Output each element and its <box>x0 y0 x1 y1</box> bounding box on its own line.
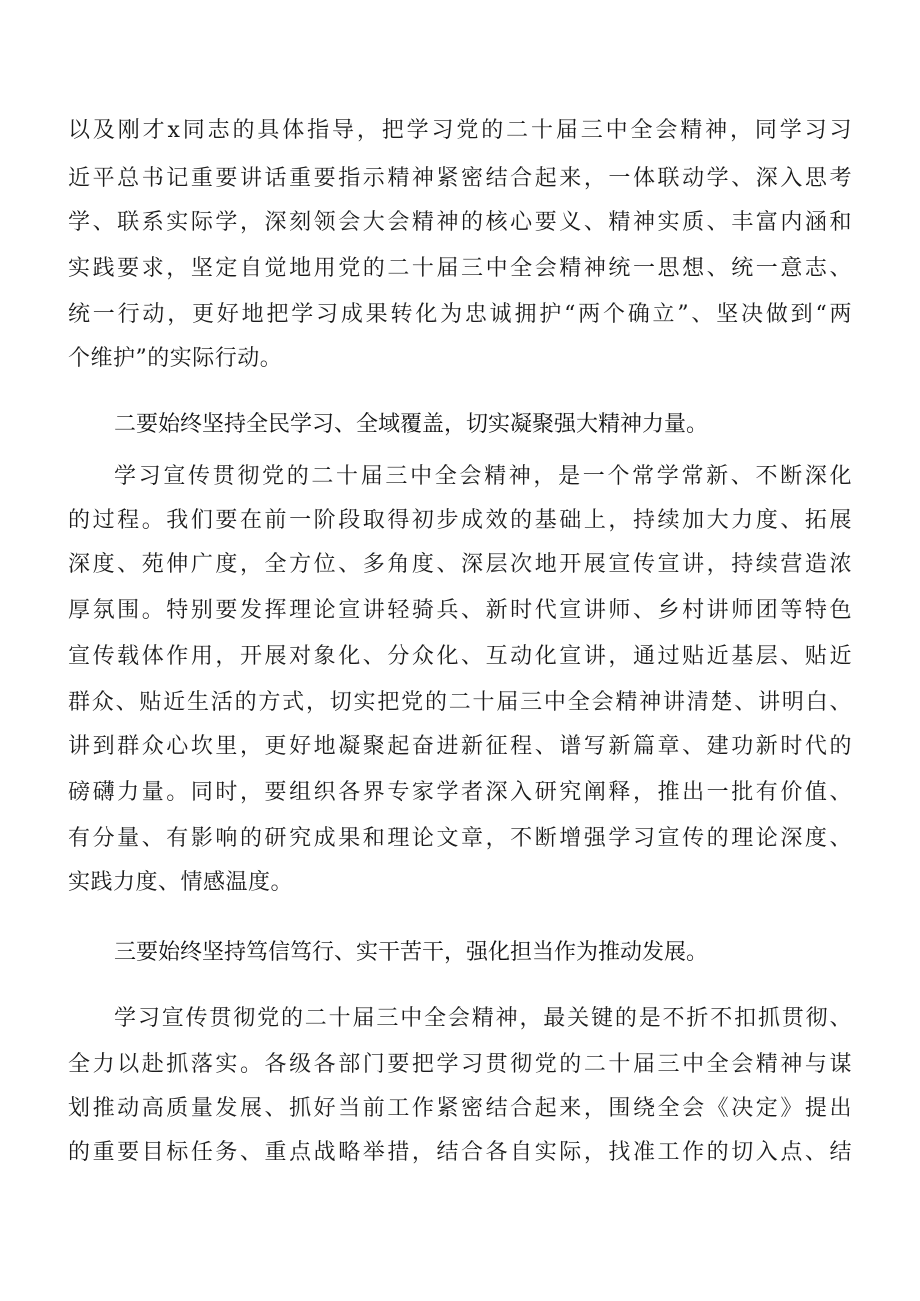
paragraph-line: 实践要求，坚定自觉地用党的二十届三中全会精神统一思想、统一意志、 <box>68 256 852 281</box>
paragraph-line: 划推动高质量发展、抓好当前工作紧密结合起来，围绕全会《决定》提出 <box>68 1096 852 1121</box>
paragraph-line: 的过程。我们要在前一阶段取得初步成效的基础上，持续加大力度、拓展 <box>68 508 852 533</box>
paragraph-line: 学、联系实际学，深刻领会大会精神的核心要义、精神实质、丰富内涵和 <box>68 210 852 235</box>
paragraph-line: 全力以赴抓落实。各级各部门要把学习贯彻党的二十届三中全会精神与谋 <box>68 1052 852 1077</box>
paragraph-line: 宣传载体作用，开展对象化、分众化、互动化宣讲，通过贴近基层、贴近 <box>68 644 852 669</box>
paragraph-line: 实践力度、情感温度。 <box>68 870 294 895</box>
paragraph-line: 磅礴力量。同时，要组织各界专家学者深入研究阐释，推出一批有价值、 <box>68 780 852 805</box>
paragraph-line: 学习宣传贯彻党的二十届三中全会精神，是一个常学常新、不断深化 <box>114 464 852 489</box>
paragraph-line: 群众、贴近生活的方式，切实把党的二十届三中全会精神讲清楚、讲明白、 <box>68 690 852 715</box>
paragraph-line: 的重要目标任务、重点战略举措，结合各自实际，找准工作的切入点、结 <box>68 1140 852 1165</box>
paragraph-line: 学习宣传贯彻党的二十届三中全会精神，最关键的是不折不扣抓贯彻、 <box>114 1006 852 1031</box>
paragraph-line: 近平总书记重要讲话重要指示精神紧密结合起来，一体联动学、深入思考 <box>68 166 852 191</box>
section-heading: 三要始终坚持笃信笃行、实干苦干，强化担当作为推动发展。 <box>114 940 709 965</box>
paragraph-line: 厚氛围。特别要发挥理论宣讲轻骑兵、新时代宣讲师、乡村讲师团等特色 <box>68 598 852 623</box>
paragraph-line: 深度、苑伸广度，全方位、多角度、深层次地开展宣传宣讲，持续营造浓 <box>68 552 852 577</box>
paragraph-line: 个维护”的实际行动。 <box>68 346 283 371</box>
paragraph-line: 有分量、有影响的研究成果和理论文章，不断增强学习宣传的理论深度、 <box>68 826 852 851</box>
paragraph-line: 以及刚才x同志的具体指导，把学习党的二十届三中全会精神，同学习习 <box>68 118 852 143</box>
paragraph-line: 讲到群众心坎里，更好地凝聚起奋进新征程、谱写新篇章、建功新时代的 <box>68 734 852 759</box>
paragraph-line: 统一行动，更好地把学习成果转化为忠诚拥护“两个确立”、坚决做到“两 <box>68 302 852 327</box>
section-heading: 二要始终坚持全民学习、全域覆盖，切实凝聚强大精神力量。 <box>114 412 709 437</box>
